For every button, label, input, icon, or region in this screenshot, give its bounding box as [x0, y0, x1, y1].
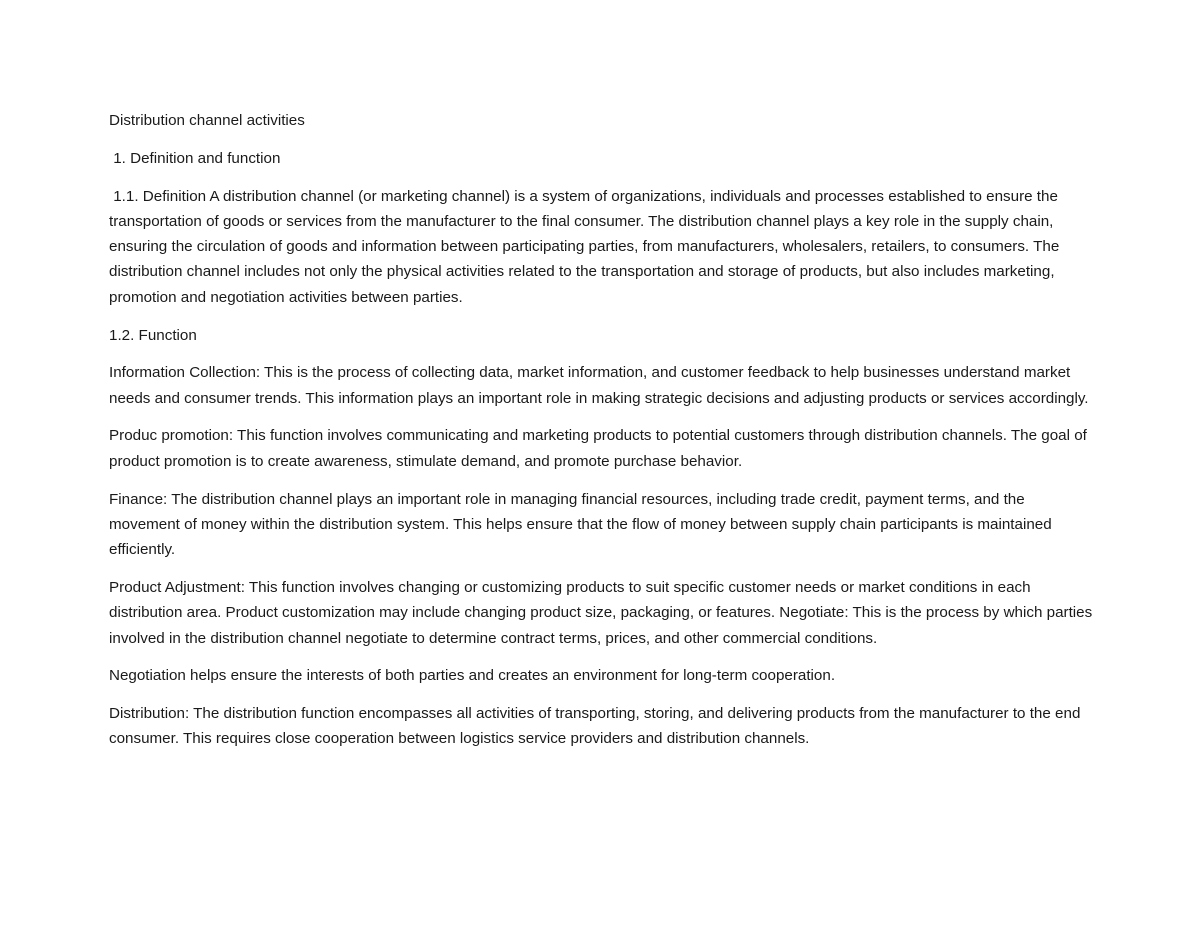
paragraph-product-promotion: Produc promotion: This function involves communicating and marketing products to potential customers through distribution channels. The goal of product promotion is to create awareness, stimulate demand, and promote purchase behavior.: [109, 427, 1087, 470]
paragraph-distribution: Distribution: The distribution function encompasses all activities of transporting, storing, and delivering products from the manufacturer to the end consumer. This requires close cooperation between logistics service providers and distribution channels.: [109, 705, 1081, 748]
section-1-2-heading: 1.2. Function: [109, 326, 197, 344]
paragraph-finance: Finance: The distribution channel plays an important role in managing financial resources, including trade credit, payment terms, and the movement of money within the distribution system. This helps ensure that the flow of money between supply chain participants is maintained efficiently.: [109, 490, 1052, 559]
document-title: Distribution channel activities: [109, 112, 305, 129]
section-1-1-definition: 1.1. Definition A distribution channel (or marketing channel) is a system of organizations, individuals and processes established to ensure the transportation of goods or services from the manufacturer to the final consumer. The distribution channel plays a key role in the supply chain, ensuring the circulation of goods and information between participating parties, from manufacturers, wholesalers, retailers, to consumers. The distribution channel includes not only the physical activities related to the transportation and storage of products, but also includes marketing, promotion and negotiation activities between parties.: [109, 187, 1064, 306]
paragraph-negotiation: Negotiation helps ensure the interests of both parties and creates an environment for long-term cooperation.: [109, 667, 836, 685]
paragraph-information-collection: Information Collection: This is the process of collecting data, market information, and customer feedback to help businesses understand market needs and consumer trends. This information plays an important role in making strategic decisions and adjusting products or services accordingly.: [109, 364, 1089, 407]
section-1-heading: 1. Definition and function: [109, 149, 281, 167]
document-body: [109, 108, 1094, 764]
paragraph-product-adjustment: Product Adjustment: This function involves changing or customizing products to suit specific customer needs or market conditions in each distribution area. Product customization may include changing product size, packaging, or features. Negotiate: This is the process by which parties involved in the distribution channel negotiate to determine contract terms, prices, and other commercial conditions.: [109, 578, 1093, 647]
